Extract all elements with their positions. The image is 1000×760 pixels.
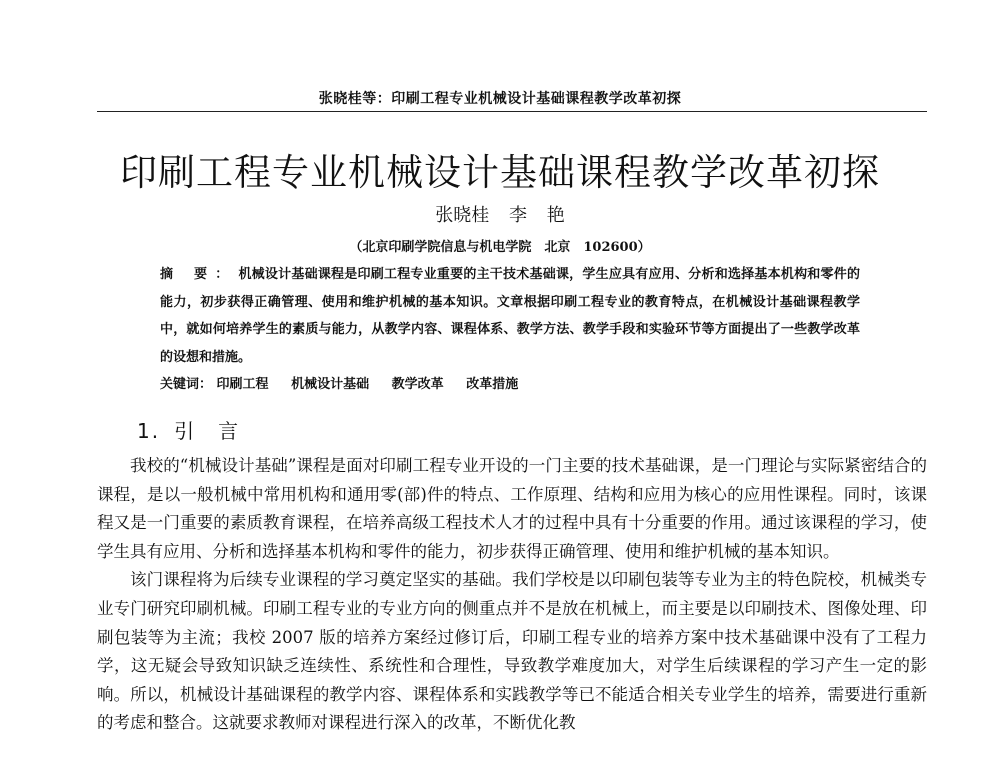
- paragraph: 该门课程将为后续专业课程的学习奠定坚实的基础。我们学校是以印刷包装等专业为主的特色院校，机械类专业专门研究印刷机械。印刷工程专业的专业方向的侧重点并不是放在机械上，而主要是以印刷技术、图像处理、印刷包装等为主流；我校 2007 版的培养方案经过修订后，印刷工程专业的培养方案中技术基础课中没有了工程力学，这无疑会导致知识缺乏连续性、系统性和合理性，导致教学难度加大，对学生后续课程的学习产生一定的影响。所以，机械设计基础课程的教学内容、课程体系和实践教学等已不能适合相关专业学生的培养，需要进行重新的考虑和整合。这就要求教师对课程进行深入的改革，不断优化教: [97, 570, 927, 733]
- keywords: [160, 371, 860, 398]
- affiliation: （北京印刷学院信息与机电学院 北京 102600）: [349, 240, 651, 255]
- keywords-label: 关键词：: [160, 377, 213, 392]
- keyword-item: 改革措施: [466, 377, 519, 392]
- author-list: [0, 201, 1000, 227]
- author-name: 李 艳: [509, 205, 565, 226]
- abstract-label: 摘 要：: [160, 267, 237, 282]
- paragraph: 我校的“机械设计基础”课程是面对印刷工程专业开设的一门主要的技术基础课，是一门理论与实际紧密结合的课程，是以一般机械中常用机构和通用零(部)件的特点、工作原理、结构和应用为核心的应用性课程。同时，该课程又是一门重要的素质教育课程，在培养高级工程技术人才的过程中具有十分重要的作用。通过该课程的学习，使学生具有应用、分析和选择基本机构和零件的能力，初步获得正确管理、使用和维护机械的基本知识。: [97, 456, 927, 561]
- header-rule: [97, 111, 927, 112]
- section-number: 1.: [137, 419, 161, 443]
- abstract: [160, 261, 860, 371]
- keyword-item: 教学改革: [391, 377, 444, 392]
- body-text: [97, 452, 927, 738]
- section-title: 引 言: [174, 419, 241, 443]
- keyword-item: 机械设计基础: [291, 377, 370, 392]
- abstract-text: 机械设计基础课程是印刷工程专业重要的主干技术基础课，学生应具有应用、分析和选择基本机构和零件的能力，初步获得正确管理、使用和维护机械的基本知识。文章根据印刷工程专业的教育特点，在机械设计基础课程教学中，就如何培养学生的素质与能力，从教学内容、课程体系、教学方法、教学手段和实验环节等方面提出了一些教学改革的设想和措施。: [160, 267, 860, 365]
- author-name: 张晓桂: [435, 205, 490, 226]
- section-heading: [137, 415, 240, 444]
- running-head: 张晓桂等：印刷工程专业机械设计基础课程教学改革初探: [318, 91, 682, 107]
- keyword-item: 印刷工程: [216, 377, 269, 392]
- paper-title: 印刷工程专业机械设计基础课程教学改革初探: [120, 151, 880, 194]
